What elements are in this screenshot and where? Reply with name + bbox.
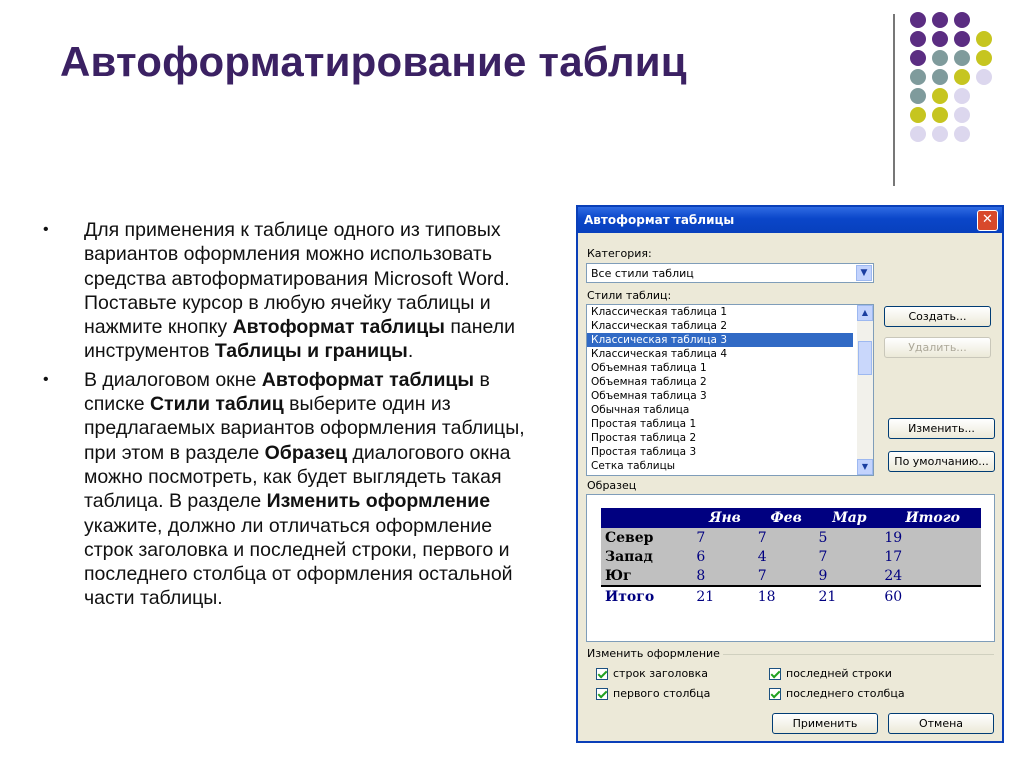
styles-list[interactable]: [586, 304, 874, 476]
decor-dot: [954, 31, 970, 47]
decor-dot: [954, 12, 970, 28]
sample-cell: Юг: [601, 566, 692, 586]
decor-dot: [976, 31, 992, 47]
scroll-up-icon[interactable]: ▲: [857, 305, 873, 321]
decor-dot: [932, 88, 948, 104]
sample-cell: 5: [814, 528, 880, 547]
category-select[interactable]: [586, 263, 874, 283]
sample-row: [601, 547, 981, 566]
style-list-item[interactable]: Объемная таблица 3: [591, 390, 707, 402]
modify-button[interactable]: Изменить...: [888, 418, 995, 439]
style-list-item[interactable]: Простая таблица 2: [591, 432, 697, 444]
style-list-item[interactable]: Обычная таблица: [591, 404, 690, 416]
bullet-text: выберите один из предлагаемых вариантов оформления таблицы, при этом в разделе: [84, 393, 525, 464]
sample-cell: 19: [880, 528, 981, 547]
decor-dot: [910, 88, 926, 104]
first-col-checkbox[interactable]: [596, 687, 710, 700]
decor-dot: [932, 50, 948, 66]
bullet-list: [40, 218, 540, 615]
sample-cell: Янв: [692, 508, 753, 528]
cancel-button[interactable]: Отмена: [888, 713, 994, 734]
decor-dot: [954, 88, 970, 104]
last-row-checkbox[interactable]: [769, 667, 892, 680]
sample-cell: 21: [814, 586, 880, 606]
scrollbar[interactable]: [857, 305, 873, 475]
sample-cell: Итого: [601, 586, 692, 606]
sample-cell: 9: [814, 566, 880, 586]
sample-cell: 7: [754, 528, 815, 547]
sample-cell: 6: [692, 547, 753, 566]
sample-preview: [586, 494, 995, 642]
autoformat-dialog: [576, 205, 1004, 743]
bullet-text: укажите, должно ли отличаться оформление строк заголовка и последней строки, первого и последнего столбца от оформления остальной части таблицы.: [84, 514, 513, 610]
style-list-item[interactable]: Классическая таблица 3: [587, 333, 853, 347]
bullet-text: Для применения к таблице одного из типовых вариантов оформления можно использовать средства автоформатирования Microsoft Word. Поставьте курсор в любую ячейку таблицы и нажмите кнопку: [84, 219, 510, 339]
decor-dot: [954, 107, 970, 123]
sample-cell: 18: [754, 586, 815, 606]
bullet-text: панели инструментов: [84, 316, 515, 363]
bullet-text: В диалоговом окне: [84, 368, 262, 391]
decor-dot: [976, 69, 992, 85]
bullet-item: [40, 368, 540, 611]
sample-row: [601, 566, 981, 586]
style-list-item[interactable]: Простая таблица 3: [591, 446, 697, 458]
bullet-bold: Образец: [264, 441, 348, 464]
bullet-text: диалогового окна можно посмотреть, как будет выглядеть такая таблица. В разделе: [84, 441, 511, 513]
last-col-checkbox[interactable]: [769, 687, 905, 700]
slide-title: Автоформатирование таблиц: [60, 38, 687, 85]
modify-format-group: [588, 654, 994, 711]
default-button[interactable]: По умолчанию...: [888, 451, 995, 472]
style-list-item[interactable]: Объемная таблица 1: [591, 362, 707, 374]
decor-dot: [910, 126, 926, 142]
sample-cell: 60: [880, 586, 981, 606]
decor-dot: [954, 126, 970, 142]
scroll-down-icon[interactable]: ▼: [857, 459, 873, 475]
checkbox-checked-icon[interactable]: [596, 688, 608, 700]
checkbox-label: первого столбца: [613, 687, 711, 700]
decor-dot: [976, 50, 992, 66]
dialog-titlebar[interactable]: [578, 207, 1002, 233]
style-list-item[interactable]: Классическая таблица 1: [591, 306, 727, 318]
dialog-title: Автоформат таблицы: [584, 213, 735, 227]
style-list-item[interactable]: Классическая таблица 2: [591, 320, 727, 332]
chevron-down-icon[interactable]: ▼: [856, 265, 872, 281]
apply-button[interactable]: Применить: [772, 713, 878, 734]
decor-dot: [910, 69, 926, 85]
decor-dot: [954, 69, 970, 85]
bullet-icon: •: [43, 370, 49, 388]
sample-cell: 7: [754, 566, 815, 586]
checkbox-checked-icon[interactable]: [769, 688, 781, 700]
sample-cell: [601, 508, 692, 528]
sample-table: [601, 508, 981, 606]
style-list-item[interactable]: Сетка таблицы: [591, 460, 676, 472]
bullet-bold: Автоформат таблицы: [232, 316, 445, 339]
decor-dot: [910, 50, 926, 66]
bullet-bold: Изменить оформление: [266, 490, 491, 513]
decor-dot: [910, 107, 926, 123]
scrollbar-thumb[interactable]: [858, 341, 872, 375]
sample-cell: Север: [601, 528, 692, 547]
decor-dot: [932, 12, 948, 28]
decor-dot: [932, 31, 948, 47]
category-value: Все стили таблиц: [591, 267, 694, 280]
decor-divider: [893, 14, 895, 186]
delete-button[interactable]: Удалить...: [884, 337, 991, 358]
sample-cell: Запад: [601, 547, 692, 566]
checkbox-checked-icon[interactable]: [596, 668, 608, 680]
sample-cell: Мар: [814, 508, 880, 528]
bullet-bold: Таблицы и границы: [214, 340, 408, 363]
sample-cell: 7: [814, 547, 880, 566]
sample-cell: 8: [692, 566, 753, 586]
header-rows-checkbox[interactable]: [596, 667, 708, 680]
style-list-item[interactable]: Объемная таблица 2: [591, 376, 707, 388]
decor-dot: [954, 50, 970, 66]
decor-dot: [932, 126, 948, 142]
bullet-item: [40, 218, 540, 364]
decor-dot: [932, 69, 948, 85]
style-list-item[interactable]: Простая таблица 1: [591, 418, 697, 430]
close-icon[interactable]: ✕: [977, 210, 998, 231]
decor-dot: [932, 107, 948, 123]
sample-cell: 7: [692, 528, 753, 547]
create-button[interactable]: Создать...: [884, 306, 991, 327]
checkbox-label: строк заголовка: [613, 667, 709, 680]
sample-cell: Фев: [754, 508, 815, 528]
sample-header-row: [601, 508, 981, 528]
sample-cell: 17: [880, 547, 981, 566]
checkbox-checked-icon[interactable]: [769, 668, 781, 680]
sample-total-row: [601, 586, 981, 606]
decor-dot: [910, 31, 926, 47]
style-list-item[interactable]: Классическая таблица 4: [591, 348, 727, 360]
bullet-bold: Стили таблиц: [149, 393, 284, 416]
sample-label: Образец: [587, 479, 637, 492]
bullet-bold: Автоформат таблицы: [261, 368, 475, 391]
sample-cell: 24: [880, 566, 981, 586]
sample-cell: 4: [754, 547, 815, 566]
sample-row: [601, 528, 981, 547]
bullet-text: в списке: [84, 368, 490, 416]
decor-dot: [910, 12, 926, 28]
category-label: Категория:: [587, 247, 652, 260]
sample-cell: Итого: [880, 508, 981, 528]
checkbox-label: последней строки: [786, 667, 892, 680]
bullet-text: .: [407, 340, 414, 363]
styles-label: Стили таблиц:: [587, 289, 672, 302]
bullet-icon: •: [43, 221, 49, 238]
modify-format-label: Изменить оформление: [587, 647, 723, 660]
sample-cell: 21: [692, 586, 753, 606]
checkbox-label: последнего столбца: [786, 687, 905, 700]
